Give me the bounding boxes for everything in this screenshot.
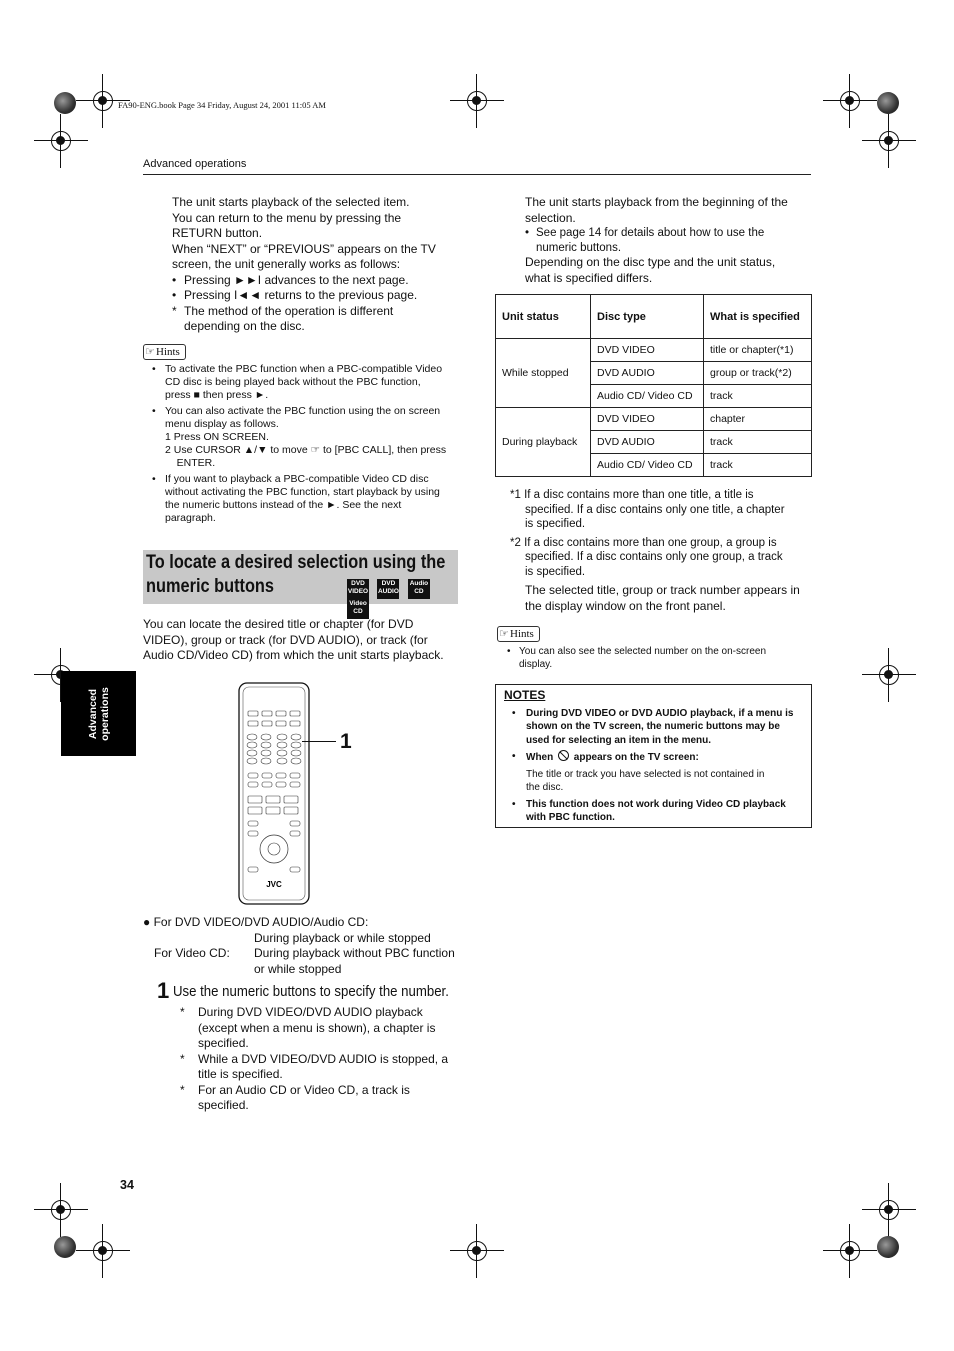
registration-mark — [874, 126, 904, 156]
specified-cell: track — [704, 431, 812, 454]
disc-cell: DVD VIDEO — [591, 408, 704, 431]
disc-cell: DVD VIDEO — [591, 339, 704, 362]
section-title-line2: numeric buttons — [146, 576, 275, 597]
registration-mark — [462, 86, 492, 116]
callout-line — [302, 741, 336, 742]
registration-mark — [874, 1195, 904, 1225]
registration-mark — [874, 660, 904, 690]
section-title-line1: To locate a desired selection using the — [146, 552, 446, 573]
right-intro — [525, 195, 815, 286]
file-info: FA90-ENG.book Page 34 Friday, August 24, 2001 11:05 AM — [118, 100, 326, 110]
table-header-row — [496, 295, 812, 339]
condition-row: For Video CD: During playback without PBC function or while stopped — [154, 946, 455, 976]
text-line: The unit starts playback of the selected item. — [172, 195, 410, 209]
prohibited-icon — [558, 750, 569, 761]
bullet-item: • Pressing I◄◄ returns to the previous page. — [172, 288, 418, 302]
condition-value: During playback or while stopped — [254, 930, 431, 945]
note-item: • During DVD VIDEO or DVD AUDIO playback, if a menu is shown on the TV screen, the numeric buttons may be used for selecting an item in the menu. — [512, 707, 794, 746]
text-line: Audio CD/Video CD) from which the unit starts playback. — [143, 648, 444, 662]
step-notes — [180, 1005, 465, 1114]
specification-table — [495, 294, 812, 477]
audio-cd-badge: Audio CD — [408, 579, 430, 599]
specified-cell: track — [704, 454, 812, 477]
remote-brand-logo: JVC — [266, 880, 282, 889]
step-note: * During DVD VIDEO/DVD AUDIO playback (except when a menu is shown), a chapter is specified. — [180, 1005, 436, 1050]
status-cell: During playback — [496, 408, 591, 477]
registration-mark — [88, 1236, 118, 1266]
asterisk-note: * The method of the operation is different depending on the disc. — [172, 303, 394, 333]
specified-cell: title or chapter(*1) — [704, 339, 812, 362]
specified-cell: group or track(*2) — [704, 362, 812, 385]
text-line: Depending on the disc type and the unit status, — [525, 255, 776, 269]
dvd-audio-badge: DVD AUDIO — [377, 579, 399, 599]
notes-box — [495, 684, 812, 828]
left-intro — [172, 195, 462, 335]
text-line: You can return to the menu by pressing the — [172, 210, 402, 225]
step-text: Use the numeric buttons to specify the number. — [173, 983, 449, 1000]
remote-control-illustration — [236, 681, 312, 906]
text-line: what is specified differs. — [525, 270, 653, 285]
column-header: What is specified — [704, 295, 812, 339]
step-note: * For an Audio CD or Video CD, a track is specified. — [180, 1082, 410, 1112]
disc-cell: DVD AUDIO — [591, 431, 704, 454]
note-item: • This function does not work during Video CD playback with PBC function. — [512, 798, 786, 823]
text-line: VIDEO), group or track (for DVD AUDIO), or track (for — [143, 632, 428, 647]
footnote: *2 If a disc contains more than one group, a group is specified. If a disc contains only one group, a track is specified. — [510, 536, 783, 578]
footnotes — [510, 488, 815, 614]
registration-mark — [835, 1236, 865, 1266]
text-line: screen, the unit generally works as follows: — [172, 257, 401, 271]
header-rule — [143, 174, 811, 175]
text-line: selection. — [525, 210, 576, 225]
registration-mark — [835, 86, 865, 116]
hint-item: • If you want to playback a PBC-compatible Video CD disc without activating the PBC function, start playback by using the numeric buttons instead of the ►. See the next paragraph. — [152, 473, 440, 524]
text-line: The unit starts playback from the beginning of the — [525, 195, 788, 209]
step-number: 1 — [157, 978, 170, 1003]
table-row — [496, 408, 812, 431]
note-item: • When appears on the TV screen: The title or track you have selected is not contained in the disc. — [512, 751, 765, 793]
disc-cell: Audio CD/ Video CD — [591, 385, 704, 408]
side-tab-label: Advanced operations — [86, 686, 111, 741]
page-number: 34 — [120, 1178, 134, 1192]
section-intro — [143, 617, 463, 664]
disc-badges — [343, 579, 458, 619]
callout-number: 1 — [340, 730, 352, 753]
hints-list — [152, 363, 462, 525]
status-cell: While stopped — [496, 339, 591, 408]
hints-icon: ☞ Hints — [143, 342, 186, 360]
condition-line: ● For DVD VIDEO/DVD AUDIO/Audio CD: — [143, 915, 369, 929]
color-target — [54, 92, 76, 114]
section-header: Advanced operations — [143, 158, 247, 170]
registration-mark — [46, 126, 76, 156]
side-tab — [61, 671, 136, 756]
disc-cell: Audio CD/ Video CD — [591, 454, 704, 477]
column-header: Disc type — [591, 295, 704, 339]
dvd-video-badge: DVD VIDEO — [347, 579, 369, 599]
column-header: Unit status — [496, 295, 591, 339]
hints-list — [507, 645, 807, 671]
text-line: When “NEXT” or “PREVIOUS” appears on the TV — [172, 241, 436, 256]
specified-cell: chapter — [704, 408, 812, 431]
registration-mark — [88, 86, 118, 116]
section-title-bar — [143, 550, 458, 615]
registration-mark — [462, 1236, 492, 1266]
text-line: RETURN button. — [172, 226, 263, 240]
video-cd-badge: Video CD — [347, 599, 369, 619]
bullet-item: • See page 14 for details about how to use the numeric buttons. — [525, 227, 765, 254]
step-note: * While a DVD VIDEO/DVD AUDIO is stopped, a title is specified. — [180, 1051, 449, 1081]
footnote: *1 If a disc contains more than one title, a title is specified. If a disc contains only one title, a chapter is specified. — [510, 489, 785, 530]
text-line: You can locate the desired title or chapter (for DVD — [143, 617, 414, 631]
color-target — [54, 1236, 76, 1258]
conditions — [143, 915, 468, 977]
color-target — [877, 1236, 899, 1258]
hint-item: • You can also see the selected number on the on-screen display. — [507, 646, 767, 670]
disc-cell: DVD AUDIO — [591, 362, 704, 385]
bullet-item: • Pressing ►►I advances to the next page. — [172, 272, 409, 287]
hint-item: • To activate the PBC function when a PBC-compatible Video CD disc is being played back without the PBC function, press ■ then press ►. — [152, 363, 443, 401]
notes-title: NOTES — [504, 688, 546, 702]
hints-icon: ☞ Hints — [497, 624, 540, 642]
hint-item: • You can also activate the PBC function using the on screen menu display as follows. 1 Press ON SCREEN. 2 Use CURSOR ▲/▼ to move ☞ to [PBC CALL], then press ENTER. — [152, 405, 447, 469]
specified-cell: track — [704, 385, 812, 408]
table-row — [496, 339, 812, 362]
registration-mark — [46, 1195, 76, 1225]
footnote-after: The selected title, group or track number appears in the display window on the front panel. — [525, 583, 800, 613]
color-target — [877, 92, 899, 114]
